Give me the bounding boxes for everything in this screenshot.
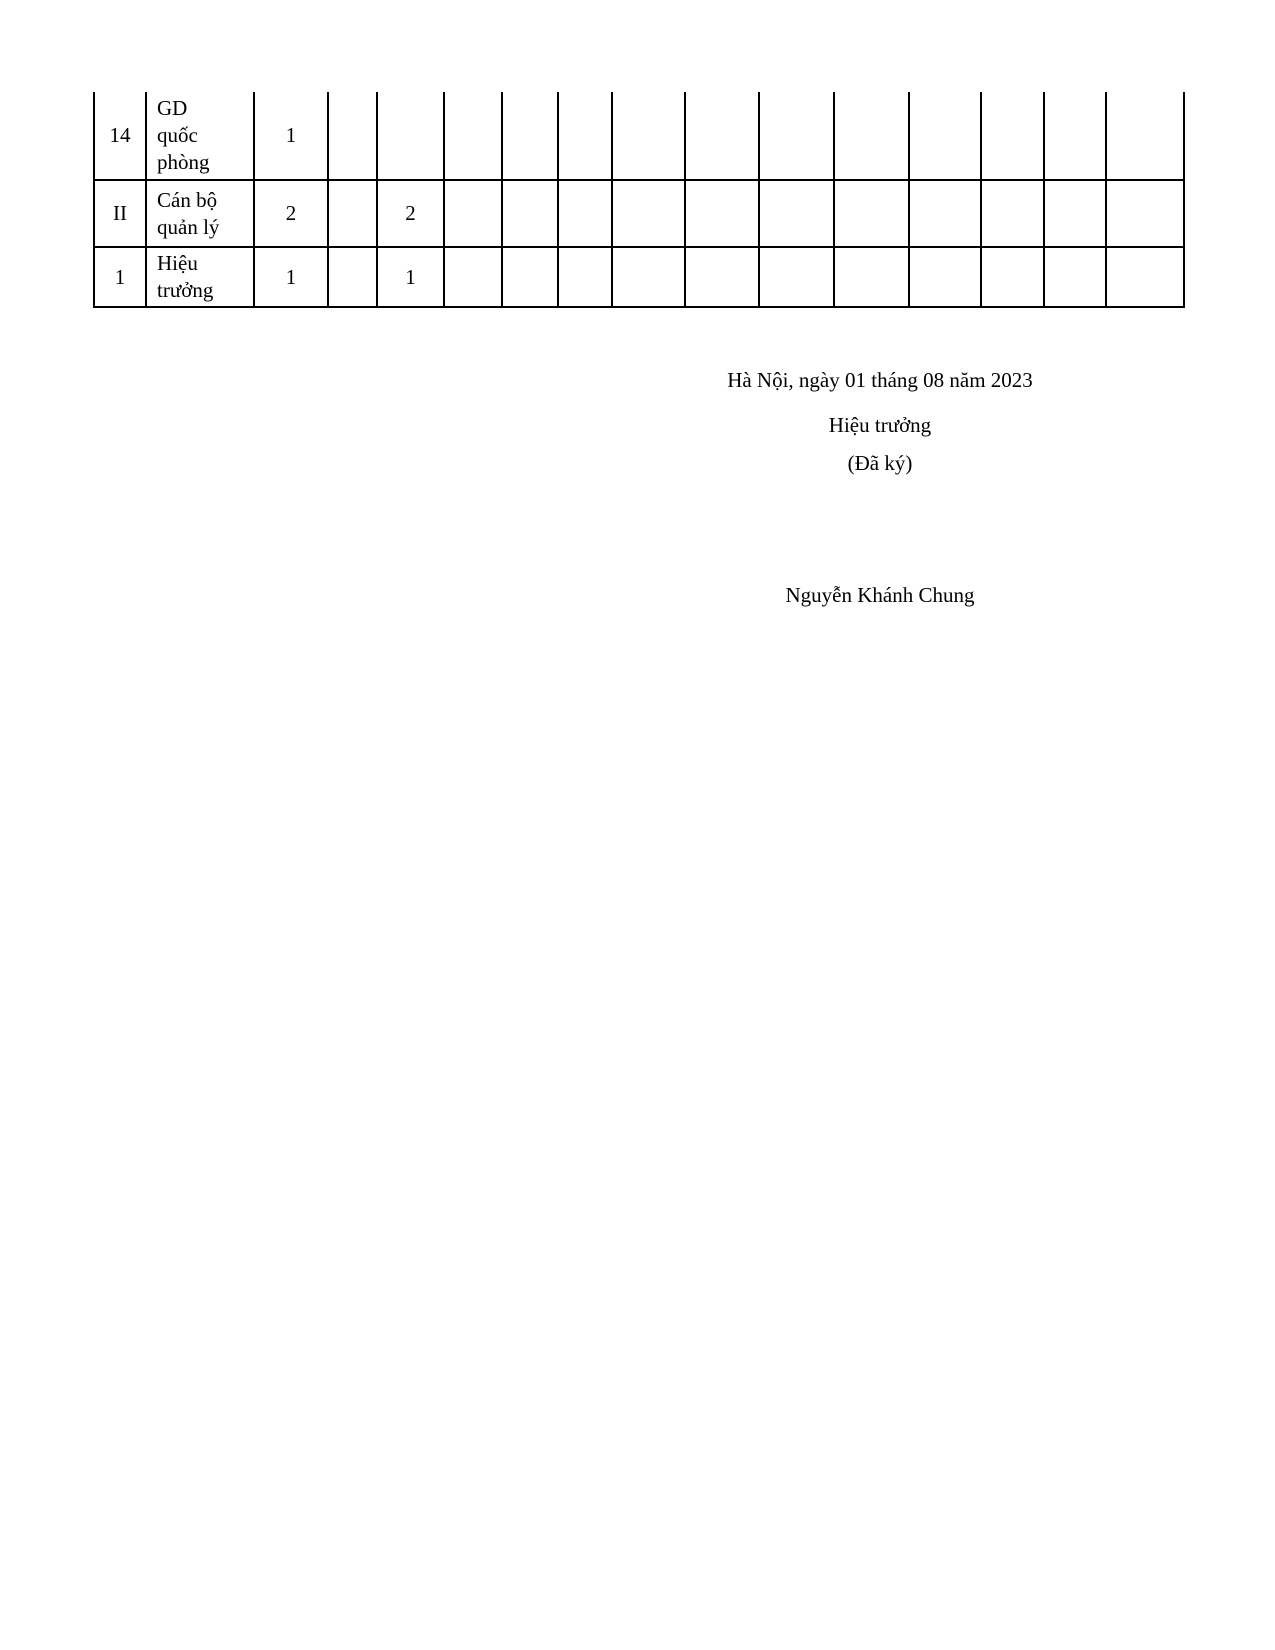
table-cell xyxy=(444,247,502,307)
staff-table xyxy=(93,92,1185,308)
table-cell xyxy=(759,92,834,180)
table-cell xyxy=(1044,92,1106,180)
table-cell xyxy=(328,92,377,180)
table-cell xyxy=(1044,247,1106,307)
table-cell xyxy=(558,92,612,180)
table-cell xyxy=(502,92,558,180)
table-row xyxy=(94,92,1184,180)
table-cell xyxy=(558,247,612,307)
table-cell xyxy=(685,247,759,307)
table-cell xyxy=(502,247,558,307)
table-cell xyxy=(328,247,377,307)
table-row xyxy=(94,247,1184,307)
table-cell xyxy=(981,180,1044,247)
place-date-line: Hà Nội, ngày 01 tháng 08 năm 2023 xyxy=(727,368,1033,392)
table-cell xyxy=(909,180,981,247)
row-index-cell: II xyxy=(94,180,146,247)
table-cell xyxy=(1044,180,1106,247)
table-cell xyxy=(377,92,444,180)
table-cell xyxy=(612,247,685,307)
table-cell xyxy=(834,92,909,180)
row-index-cell: 1 xyxy=(94,247,146,307)
table-cell xyxy=(981,92,1044,180)
table-cell: 2 xyxy=(377,180,444,247)
signature-block xyxy=(530,368,1230,607)
table-cell xyxy=(1106,92,1184,180)
table-cell xyxy=(328,180,377,247)
signer-title: Hiệu trưởng xyxy=(828,413,932,437)
table-cell xyxy=(444,92,502,180)
table-cell xyxy=(909,247,981,307)
table-cell xyxy=(612,92,685,180)
table-cell xyxy=(981,247,1044,307)
table-cell xyxy=(685,92,759,180)
table-cell: 1 xyxy=(254,247,328,307)
signer-name: Nguyễn Khánh Chung xyxy=(785,583,975,607)
table-cell xyxy=(612,180,685,247)
table-cell: 1 xyxy=(254,92,328,180)
table-cell xyxy=(834,247,909,307)
table-cell xyxy=(834,180,909,247)
table-cell xyxy=(909,92,981,180)
table-body xyxy=(94,92,1184,307)
row-name-cell: Hiệu trưởng xyxy=(146,247,254,307)
table-cell xyxy=(685,180,759,247)
table-cell: 1 xyxy=(377,247,444,307)
signed-note: (Đã ký) xyxy=(847,451,913,475)
table-cell: 2 xyxy=(254,180,328,247)
table-cell xyxy=(759,247,834,307)
table-cell xyxy=(759,180,834,247)
row-name-cell: Cán bộ quản lý xyxy=(146,180,254,247)
row-name-cell: GD quốc phòng xyxy=(146,92,254,180)
row-index-cell: 14 xyxy=(94,92,146,180)
table-row xyxy=(94,180,1184,247)
table-cell xyxy=(1106,180,1184,247)
table-cell xyxy=(558,180,612,247)
table-cell xyxy=(502,180,558,247)
table-cell xyxy=(444,180,502,247)
table-cell xyxy=(1106,247,1184,307)
